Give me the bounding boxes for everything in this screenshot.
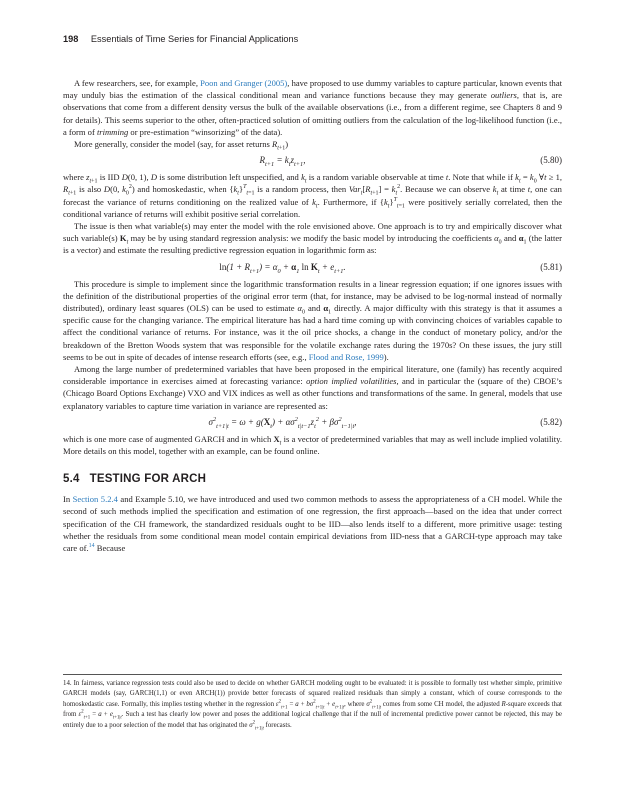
paragraph-5: This procedure is simple to implement since the logarithmic transformation results in a linear regression equation; if one ignores issues with the definition of the distributional properties of the original error term (that, for instance, may be advised to be log-normal instead of normally distributed), ordinary least squares (OLS) can be used to estimate $\alpha_0$ and $\alpha_1$ directly. A major difficulty with this strategy is that it assumes a specific cause for the changing variance. The empirical literature has had a hard time coming up with convincing choices of variables capable to affect the conditional variance of returns. For instance, was it the oil price shocks, a change in the conduct of monetary policy, and/or the breakdown of the Bretton Woods system that was responsible for the volatile exchange rates during the 1970s? On these issues, the jury still seems to be out in spite of decades of intense research efforts (see, e.g., Flood and Rose, 1999). [63, 278, 562, 362]
paragraph-3: where $z_{t+1}$ is IID D(0, 1), D is some distribution left unspecified, and $k_t$ is a random variable observable at time t. Note that while if $k_t = k_0$ ∀t ≥ 1, $R_{t+1}$ is also D(0, $k_0^2$) and homoskedastic, when $\{k_t\}^T_{t=1}$ is a random process, then $Var_t[R_{t+1}] = k_t^2$. Because we can observe $k_t$ at time t, one can forecast the variance of returns conditioning on the realized value of $k_t$. Furthermore, if $\{k_t\}^T_{t=1}$ were positively serially correlated, then the conditional variance of returns will exhibit positive serial correlation. [63, 172, 563, 219]
paragraph-1: A few researchers, see, for example, Poon and Granger (2005), have proposed to use dummy variables to capture particular, known events that may unduly bias the estimation of the classical conditional mean and variance functions because they may generate outliers, that is, are observations that come from a different density versus the bulk of the available observations (i.e., from a different regime, see Chapters 8 and 9 for details). This seems superior to the other, often-practiced solution of omitting outliers from the calculation of the log-likelihood function (i.e., a form of trimming or pre-estimation “winsorizing” of the data). [63, 78, 562, 137]
equation-number: (5.80) [540, 155, 562, 166]
equation-number: (5.81) [540, 261, 562, 272]
paragraph-6: Among the large number of predetermined variables that have been proposed in the empirical literature, one (family) has recently acquired considerable importance in exercises aimed at forecasting variance: option implied volatilities, and in particular the (square of the) CBOE’s (Chicago Board Options Exchange) VXO and VIX indices as well as other functions and transformations of the same. In general, models that use explanatory variables to capture time variation in variance are represented as: [63, 364, 562, 411]
footnote-marker[interactable]: 14 [88, 543, 95, 550]
paragraph-8: In Section 5.2.4 and Example 5.10, we have introduced and used two common methods to assess the appropriateness of a CH model. While the second of such methods implied the specification and estimation of one regression, the first approach—based on the idea that under correct specification of the CH framework, the standardized residuals ought to be IID—also lends itself to a different, more primitive usage: testing whether the residuals from some conditional mean model contain empirical deviations from IID-ness that a GARCH-type approach may take care of.$^{14}$ Because [63, 494, 562, 554]
paragraph-2: More generally, consider the model (say, for asset returns $R_{t+1}$) [74, 139, 289, 152]
equation-5-81: $\ln(1 + R_{t+1}) = \alpha_0 + \alpha_1$ $\ln K_t + e_{t+1}$. (5.81) [219, 261, 562, 275]
citation-poon-granger[interactable]: Poon and Granger (2005) [200, 78, 288, 88]
footnote-rule [63, 674, 562, 675]
paragraph-4: The issue is then what variable(s) may enter the model with the role envisioned above. One approach is to try and empirically discover what such variable(s) $K_t$ may be by using standard regression analysis: we modify the basic model by introducing the coefficients $\alpha_0$ and $\alpha_1$ (the latter is a vector) and estimate the resulting predictive regression equation in logarithmic form as: [63, 221, 562, 256]
equation-number: (5.82) [540, 416, 562, 427]
main-text [63, 77, 562, 554]
running-title: Essentials of Time Series for Financial Applications [90, 34, 299, 44]
section-link[interactable]: Section 5.2.4 [72, 494, 118, 505]
equation-5-82: $\sigma^2_{t+1|t} = \omega + g(X_t) + \alpha\sigma^2_{t|t-1}z_t^2 + \beta\sigma^2_{t-1|t}$, (5.82) [208, 415, 562, 430]
page-number: 198 [63, 34, 79, 44]
section-heading: 5.4 TESTING FOR ARCH [63, 473, 207, 486]
equation-5-80: $R_{t+1} = k_tz_{t+1}$, (5.80) [259, 155, 562, 169]
running-header [63, 34, 562, 44]
citation-flood-rose[interactable]: Flood and Rose, 1999 [308, 351, 384, 362]
footnote-14: 14. In fairness, variance regression tests could also be used to decide on whether GARCH modeling ought to be evaluated: it is possible to formally test whether simple, primitive GARCH models (say, GARCH(1,1) or even ARCH(1)) provide better forecasts of squared realized residuals than simply a constant, which of course corresponds to the homoskedastic case. Formally, this implies testing whether in the regression $\varepsilon^2_{t+1} = a + b\sigma^2_{t+1|t} + e_{t+1|t}$, where $\sigma^2_{t+1|t}$ comes from some CH model, the adjusted R-square exceeds that from $\varepsilon^2_{t+1} = a + e_{t+1|t}$. Such a test has clearly low power and poses the additional logical challenge that if the null of incremental predictive power cannot be rejected, this may be entirely due to a poor selection of the model that has originated the $\sigma^2_{t+1|t}$ forecasts. [63, 680, 562, 731]
paragraph-7: which is one more case of augmented GARCH and in which $X_t$ is a vector of predetermined variables that may as well include implied volatility. More details on this model, together with an example, can be found online. [63, 433, 562, 457]
